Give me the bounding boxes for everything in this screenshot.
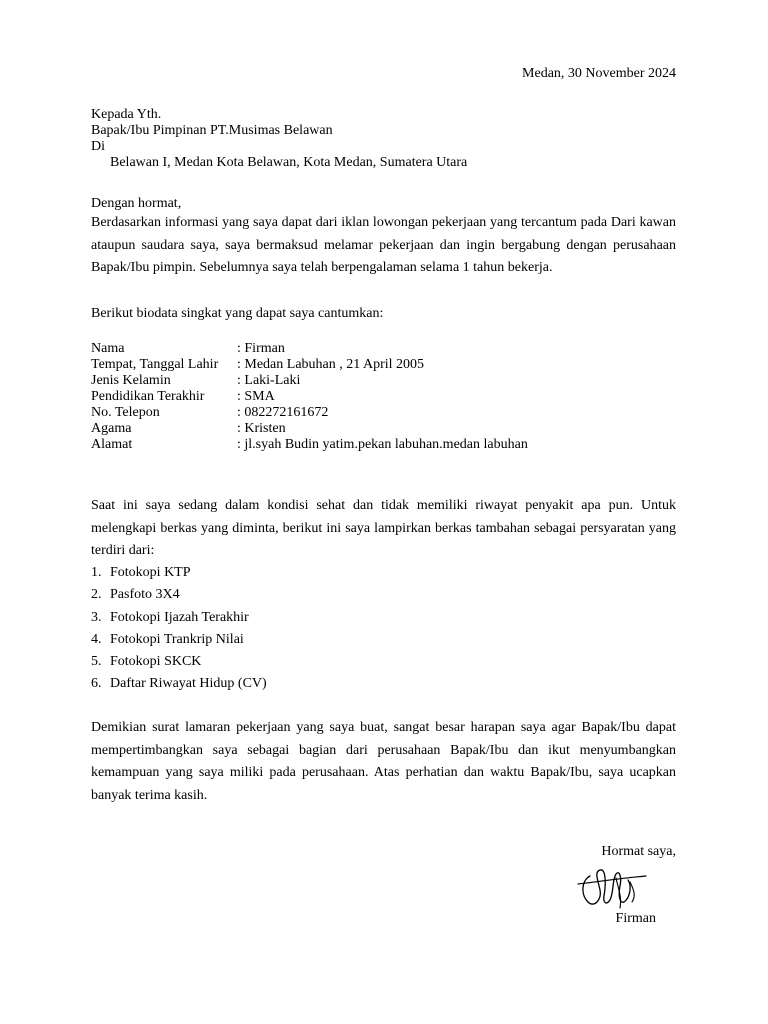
list-item-number: 4.	[91, 631, 102, 647]
biodata-row	[91, 405, 528, 421]
list-item-number: 3.	[91, 609, 102, 625]
letter-page	[91, 0, 676, 1024]
salutation: Dengan hormat,	[91, 196, 182, 211]
biodata-label: Jenis Kelamin	[91, 373, 171, 388]
biodata-intro: Berikut biodata singkat yang dapat saya cantumkan:	[91, 306, 384, 321]
biodata-row	[91, 437, 528, 453]
paragraph-opening: Berdasarkan informasi yang saya dapat dari iklan lowongan pekerjaan yang tercantum pada Dari kawan ataupun saudara saya, saya bermaksud melamar pekerjaan dan ingin bergabung dengan perusahaan Bapak/Ibu pimpin. Sebelumnya saya telah berpengalaman selama 1 tahun bekerja.	[91, 215, 676, 275]
list-item	[91, 607, 267, 629]
list-item-number: 6.	[91, 676, 102, 692]
list-item-number: 2.	[91, 587, 102, 603]
list-item-text: Fotokopi Trankrip Nilai	[110, 631, 244, 647]
biodata-row	[91, 421, 528, 437]
biodata-value: : SMA	[237, 389, 275, 404]
paragraph-closing: Demikian surat lamaran pekerjaan yang saya buat, sangat besar harapan saya agar Bapak/Ibu dapat mempertimbangkan saya sebagai bagian dari perusahaan Bapak/Ibu dan ikut menyumbangkan kemampuan yang saya miliki pada perusahaan. Atas perhatian dan waktu Bapak/Ibu, saya ucapkan banyak terima kasih.	[91, 720, 676, 803]
biodata-label: Nama	[91, 341, 125, 356]
list-item	[91, 651, 267, 673]
list-item-number: 5.	[91, 654, 102, 670]
list-item-text: Fotokopi SKCK	[110, 654, 202, 670]
biodata-label: No. Telepon	[91, 405, 160, 420]
list-item-text: Fotokopi Ijazah Terakhir	[110, 609, 249, 625]
recipient-block	[91, 107, 467, 171]
recipient-address: Belawan I, Medan Kota Belawan, Kota Medan, Sumatera Utara	[110, 155, 468, 170]
biodata-row	[91, 357, 528, 373]
biodata-label: Agama	[91, 421, 132, 436]
recipient-greeting: Kepada Yth.	[91, 107, 162, 122]
biodata-row	[91, 341, 528, 357]
biodata-value: : Medan Labuhan , 21 April 2005	[237, 357, 425, 372]
biodata-row	[91, 373, 528, 389]
biodata-value: : Firman	[237, 341, 285, 356]
biodata-label: Alamat	[91, 437, 133, 452]
list-item-number: 1.	[91, 565, 102, 580]
list-item	[91, 629, 267, 651]
paragraph-health: Saat ini saya sedang dalam kondisi sehat dan tidak memiliki riwayat penyakit apa pun. Untuk melengkapi berkas yang diminta, berikut ini saya lampirkan berkas tambahan sebagai persyaratan yang terdiri dari:	[91, 498, 676, 558]
biodata-label: Pendidikan Terakhir	[91, 389, 205, 404]
list-item-text: Pasfoto 3X4	[110, 587, 180, 603]
biodata-label: Tempat, Tanggal Lahir	[91, 357, 219, 372]
attachment-list	[91, 562, 267, 696]
list-item-text: Fotokopi KTP	[110, 565, 191, 580]
recipient-name: Bapak/Ibu Pimpinan PT.Musimas Belawan	[91, 123, 333, 138]
list-item	[91, 562, 267, 584]
biodata-value: : jl.syah Budin yatim.pekan labuhan.medan labuhan	[237, 437, 528, 452]
list-item	[91, 584, 267, 606]
recipient-di: Di	[91, 139, 105, 154]
signature-icon	[576, 862, 656, 912]
list-item-text: Daftar Riwayat Hidup (CV)	[110, 676, 267, 692]
closing-block	[556, 844, 676, 912]
biodata-value: : Laki-Laki	[237, 373, 301, 388]
biodata-row	[91, 389, 528, 405]
signer-name: Firman	[615, 911, 656, 926]
biodata-value: : Kristen	[237, 421, 286, 436]
list-item	[91, 673, 267, 695]
letter-date: Medan, 30 November 2024	[522, 66, 676, 81]
biodata-table	[91, 341, 528, 453]
biodata-value: : 082272161672	[237, 405, 329, 420]
closing-greeting: Hormat saya,	[601, 844, 676, 859]
